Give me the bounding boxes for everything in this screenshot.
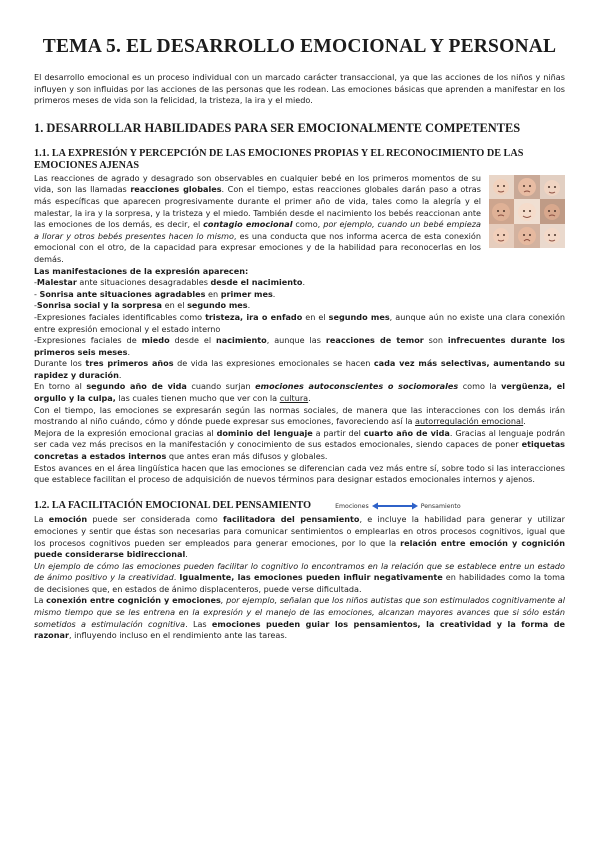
baby-faces-image <box>489 175 565 248</box>
paragraph-reacciones: Las reacciones de agrado y desagrado son observables en cualquier bebé en los primeros momentos de su vida, son las llamadas reacciones globales. Con el tiempo, estas reacciones globales darán paso a otras más específicas que aparecen progresivamente durante el primer año de vida, tales como la alegría y el malestar, la ira y la sorpresa, y la tristeza y el miedo. También desde el nacimiento los bebés reaccionan ante las emociones de los demás, es decir, el contagio emocional como, por ejemplo, cuando un bebé empieza a llorar y otros bebés presentes hacen lo mismo, es una conducta que nos informa acerca de esta conexión emocional con el otro, de la capacidad para expresar emociones y de la habilidad para reconocerlas en los demás. <box>34 172 481 264</box>
paragraph-conexion: La conexión entre cognición y emociones, por ejemplo, señalan que los niños autistas que son estimulados cognitivamente al mismo tiempo que se les entrena en la expresión y el manejo de las emociones, alcanzan mayores avances que si sólo están sometidos a estimulación cognitiva. Las emociones pueden guiar los pensamientos, la creatividad y la forma de razonar, influyendo incluso en el rendimiento ante las tareas. <box>34 595 566 641</box>
document-title: TEMA 5. EL DESARROLLO EMOCIONAL Y PERSONAL <box>42 36 557 57</box>
paragraph-normas-sociales: Con el tiempo, las emociones se expresarán según las normas sociales, de manera que las interacciones con los demás irán mostrando al niño cuándo, cómo y dónde puede expresar sus emociones, favoreciendo así la autorregulación emocional. <box>34 404 565 427</box>
double-arrow-icon <box>372 502 418 510</box>
list-item: -Expresiones faciales identificables como tristeza, ira o enfado en el segundo mes, aunque aún no existe una clara conexión entre expresión emocional y el estado interno <box>34 311 565 334</box>
intro-paragraph: El desarrollo emocional es un proceso individual con un marcado carácter transaccional, ya que las acciones de los niños y niñas influyen y son influidas por las acciones de las personas que les rodean. Las emociones básicas que aprenden a manifestar en los primeros meses de vida son la felicidad, la tristeza, la ira y el miedo. <box>34 72 565 106</box>
subsection-1-1-heading: 1.1. LA EXPRESIÓN Y PERCEPCIÓN DE LAS EMOCIONES PROPIAS Y EL RECONOCIMIENTO DE LAS EMOCIONES AJENAS <box>34 147 524 172</box>
subsection-1-2-header <box>34 500 565 513</box>
manifestations-heading: Las manifestaciones de la expresión aparecen: <box>34 265 249 276</box>
paragraph-tres-primeros-anos: Durante los tres primeros años de vida las expresiones emocionales se hacen cada vez más selectivas, aumentando su rapidez y duración. <box>34 358 565 380</box>
paragraph-segundo-ano: En torno al segundo año de vida cuando surjan emociones autoconscientes o sociomorales como la vergüenza, el orgullo y la culpa, las cuales tienen mucho que ver con la cultura. <box>34 381 565 404</box>
paragraph-lenguaje: Mejora de la expresión emocional gracias al dominio del lenguaje a partir del cuarto año de vida. Gracias al lenguaje podrán ser cada vez más precisos en la manifestación y conocimiento de sus estados emocionales, siendo capaces de poner etiquetas concretas a estados internos que antes eran más difusos y globales. <box>34 427 566 462</box>
paragraph-ejemplo: Un ejemplo de cómo las emociones pueden facilitar lo cognitivo lo encontramos en la relación que se establece entre un estado de ánimo positivo y la creatividad. Igualmente, las emociones pueden influir negativamente en habilidades como la toma de decisiones que, en estados de ánimo displacenteros, puede verse dificultada. <box>34 560 565 594</box>
list-item: -Sonrisa social y la sorpresa en el segundo mes. <box>34 300 251 311</box>
list-item: -Expresiones faciales de miedo desde el nacimiento, aunque las reacciones de temor son infrecuentes durante los primeros seis meses. <box>34 335 565 357</box>
paragraph-area-linguistica: Estos avances en el área lingüística hacen que las emociones se diferencian cada vez más entre sí, sobre todo si las interacciones que establece facilitan el proceso de adquisición de nuevos términos para designar estados emocionales internos y ajenos. <box>34 462 565 485</box>
section-1-heading: 1. DESARROLLAR HABILIDADES PARA SER EMOCIONALMENTE COMPETENTES <box>34 120 521 135</box>
emotion-thought-diagram <box>335 502 461 510</box>
list-item: -Malestar ante situaciones desagradables desde el nacimiento. <box>34 277 306 288</box>
list-item: - Sonrisa ante situaciones agradables en primer mes. <box>34 288 276 299</box>
flow-label-right: Pensamiento <box>420 502 461 510</box>
flow-label-left: Emociones <box>335 502 369 510</box>
subsection-1-2-heading: 1.2. LA FACILITACIÓN EMOCIONAL DEL PENSAMIENTO <box>34 499 312 511</box>
paragraph-facilitadora: La emoción puede ser considerada como facilitadora del pensamiento, e incluye la habilidad para generar y utilizar emociones y sentir que éstas son necesarias para comunicar sentimientos o emplearlas en otros procesos cognitivos, igual que los procesos cognitivos pueden ser empleados para generar emociones, por lo que la relación entre emoción y cognición puede considerarse bidireccional. <box>34 514 565 560</box>
